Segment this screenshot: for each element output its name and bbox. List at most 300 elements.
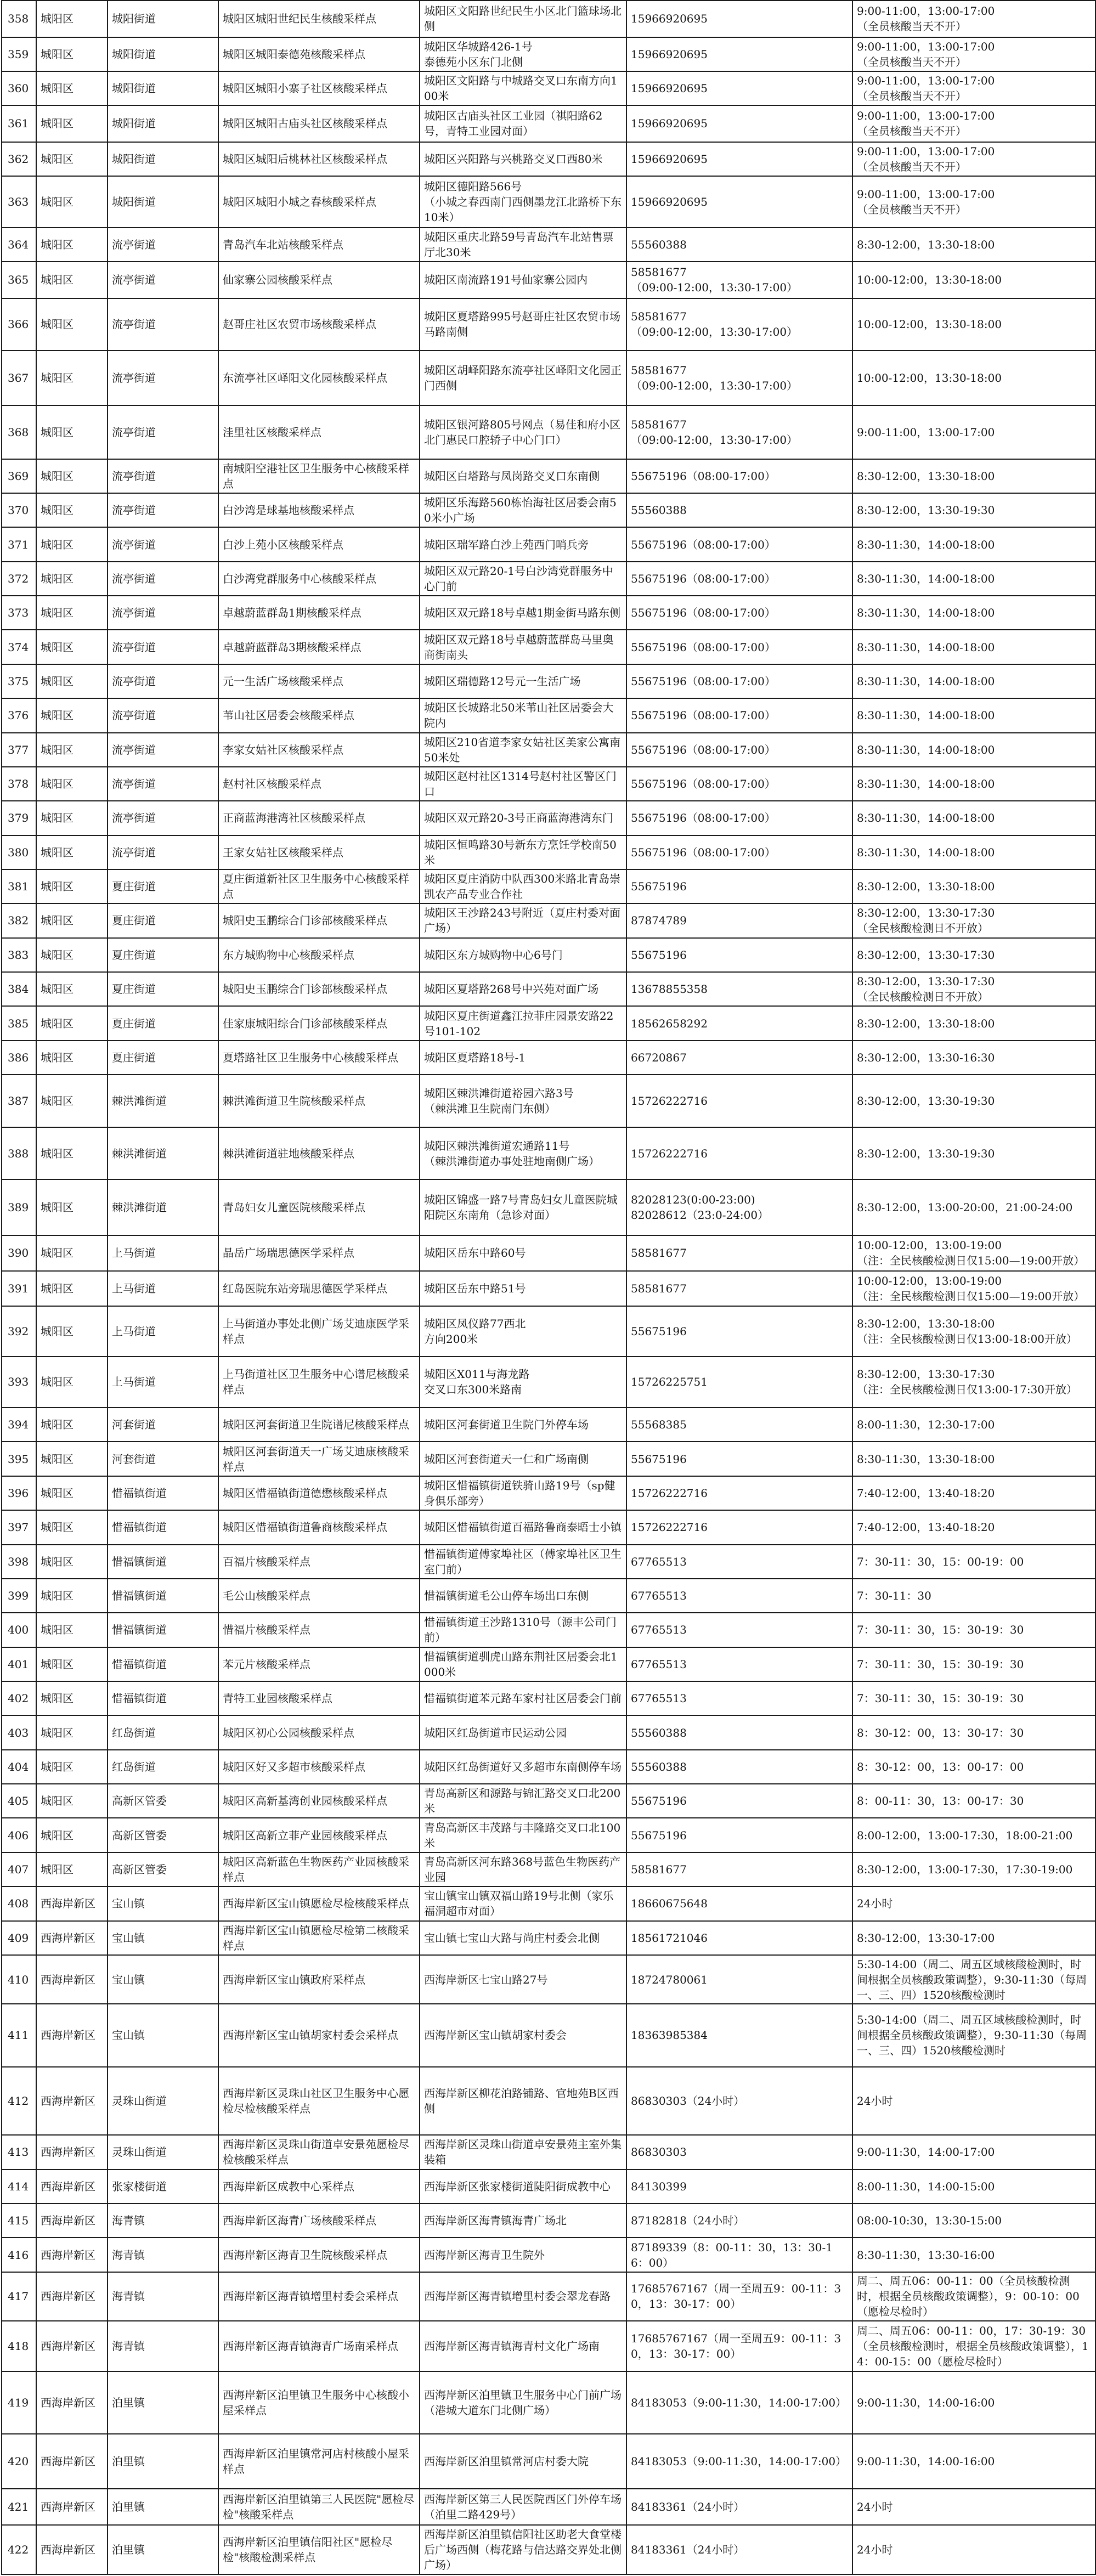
street-cell: 海青镇 [108,2321,218,2371]
district-cell: 城阳区 [36,71,108,105]
site-name-cell: 棘洪滩街道驻地核酸采样点 [218,1127,420,1180]
open-hours-cell: 8:30-11:30，13:30-18:00 [852,1442,1095,1476]
contact-phone-cell: 55675196（08:00-17:00） [626,527,852,561]
open-hours-cell: 24小时 [852,1886,1095,1920]
site-name-cell: 西海岸新区海青广场核酸采样点 [218,2204,420,2238]
site-name-cell: 百福片核酸采样点 [218,1545,420,1579]
table-row [2,527,1095,561]
street-cell: 海青镇 [108,2204,218,2238]
address-cell: 宝山镇七宝山大路与尚庄村委会北侧 [420,1921,626,1955]
contact-phone-cell: 55675196 [626,938,852,972]
district-cell: 西海岸新区 [36,2434,108,2489]
row-number-cell: 409 [2,1921,36,1955]
row-number-cell: 369 [2,459,36,493]
contact-phone-cell: 58581677 [626,1271,852,1306]
table-row [2,801,1095,835]
open-hours-cell: 24小时 [852,2489,1095,2526]
address-cell: 城阳区红岛街道好又多超市东南侧停车场 [420,1750,626,1784]
site-name-cell: 城阳区高新立菲产业园核酸采样点 [218,1818,420,1852]
row-number-cell: 399 [2,1579,36,1613]
site-name-cell: 夏庄街道新社区卫生服务中心核酸采样点 [218,869,420,903]
contact-phone-cell: 84183361（24小时） [626,2489,852,2526]
open-hours-cell: 8:30-12:00，13:30-17:00 [852,1921,1095,1955]
address-cell: 西海岸新区泊里镇常河店村委大院 [420,2434,626,2489]
street-cell: 城阳街道 [108,142,218,176]
contact-phone-cell: 84183053（9:00-11:30，14:00-17:00） [626,2371,852,2434]
contact-phone-cell: 18561721046 [626,1921,852,1955]
district-cell: 城阳区 [36,596,108,630]
street-cell: 棘洪滩街道 [108,1127,218,1180]
row-number-cell: 414 [2,2170,36,2204]
address-cell: 城阳区兴阳路与兴桃路交叉口西80米 [420,142,626,176]
contact-phone-cell: 55675196（08:00-17:00） [626,664,852,698]
row-number-cell: 395 [2,1442,36,1476]
address-cell: 西海岸新区海青镇增里村委会翠龙春路 [420,2272,626,2321]
table-row [2,2489,1095,2526]
table-row [2,1681,1095,1715]
site-name-cell: 城阳区城阳世纪民生核酸采样点 [218,1,420,37]
open-hours-cell: 5:30-14:00（周二、周五区域核酸检测时，时间根据全员核酸政策调整），9:30-11:30（每周一、三、四）1520核酸检测时 [852,2004,1095,2066]
address-cell: 城阳区夏塔路18号-1 [420,1041,626,1075]
street-cell: 流亭街道 [108,262,218,298]
row-number-cell: 389 [2,1179,36,1235]
site-name-cell: 卓越蔚蓝群岛3期核酸采样点 [218,630,420,664]
site-name-cell: 上马街道社区卫生服务中心谱尼核酸采样点 [218,1357,420,1408]
district-cell: 西海岸新区 [36,1886,108,1920]
site-name-cell: 毛公山核酸采样点 [218,1579,420,1613]
row-number-cell: 396 [2,1476,36,1510]
row-number-cell: 385 [2,1006,36,1040]
site-name-cell: 城阳区城阳小寨子社区核酸采样点 [218,71,420,105]
address-cell: 城阳区白塔路与凤岗路交叉口东南侧 [420,459,626,493]
address-cell: 惜福镇街道王沙路1310号（源丰公司门前） [420,1613,626,1647]
table-row [2,142,1095,176]
open-hours-cell: 8:30-11:30，14:00-18:00 [852,562,1095,596]
contact-phone-cell: 67765513 [626,1647,852,1681]
table-row [2,1852,1095,1886]
row-number-cell: 417 [2,2272,36,2321]
street-cell: 流亭街道 [108,562,218,596]
street-cell: 河套街道 [108,1408,218,1442]
open-hours-cell: 7：30-11：30，15：00-19：00 [852,1545,1095,1579]
contact-phone-cell: 67765513 [626,1579,852,1613]
row-number-cell: 374 [2,630,36,664]
open-hours-cell: 8:30-11:30，14:00-18:00 [852,630,1095,664]
open-hours-cell: 8:30-12:00，13:30-19:30 [852,1075,1095,1127]
street-cell: 流亭街道 [108,527,218,561]
table-row [2,1006,1095,1040]
table-row [2,869,1095,903]
street-cell: 流亭街道 [108,298,218,351]
address-cell: 城阳区210省道李家女姑社区美家公寓南50米处 [420,733,626,767]
table-body [2,1,1095,2574]
address-cell: 城阳区夏塔路268号中兴苑对面广场 [420,972,626,1006]
table-row [2,733,1095,767]
contact-phone-cell: 17685767167（周一至周五9：00-11：30，13：30-17：00） [626,2321,852,2371]
address-cell: 城阳区乐海路560栋怡海社区居委会南50米小广场 [420,493,626,527]
district-cell: 城阳区 [36,664,108,698]
address-cell: 城阳区惜福镇街道铁骑山路19号（sp健身俱乐部旁） [420,1476,626,1510]
site-name-cell: 西海岸新区灵珠山街道卓安景苑愿检尽检核酸采样点 [218,2135,420,2169]
address-cell: 城阳区赵村社区1314号赵村社区警区门口 [420,767,626,801]
street-cell: 城阳街道 [108,71,218,105]
contact-phone-cell: 15966920695 [626,37,852,71]
address-cell: 城阳区X011与海龙路 交叉口东300米路南 [420,1357,626,1408]
street-cell: 流亭街道 [108,698,218,732]
table-row [2,1715,1095,1749]
contact-phone-cell: 15726225751 [626,1357,852,1408]
district-cell: 城阳区 [36,298,108,351]
open-hours-cell: 8：00-11：30，13：00-17：30 [852,1784,1095,1818]
street-cell: 上马街道 [108,1271,218,1306]
contact-phone-cell: 55675196（08:00-17:00） [626,698,852,732]
site-name-cell: 西海岸新区泊里镇信阳社区"愿检尽检"核酸检测采样点 [218,2525,420,2574]
table-row [2,938,1095,972]
table-row [2,105,1095,142]
table-row [2,2525,1095,2574]
street-cell: 河套街道 [108,1442,218,1476]
street-cell: 流亭街道 [108,630,218,664]
district-cell: 城阳区 [36,176,108,228]
address-cell: 城阳区河套街道天一仁和广场南侧 [420,1442,626,1476]
street-cell: 上马街道 [108,1306,218,1356]
district-cell: 城阳区 [36,1579,108,1613]
contact-phone-cell: 87189339（8：00-11：30，13：30-16：00） [626,2238,852,2272]
street-cell: 张家楼街道 [108,2170,218,2204]
street-cell: 夏庄街道 [108,869,218,903]
open-hours-cell: 10:00-12:00，13:30-18:00 [852,298,1095,351]
contact-phone-cell: 87182818（24小时） [626,2204,852,2238]
row-number-cell: 422 [2,2525,36,2574]
address-cell: 城阳区文阳路世纪民生小区北门篮球场北侧 [420,1,626,37]
row-number-cell: 400 [2,1613,36,1647]
district-cell: 城阳区 [36,1784,108,1818]
district-cell: 城阳区 [36,801,108,835]
contact-phone-cell: 55560388 [626,1750,852,1784]
open-hours-cell: 24小时 [852,2067,1095,2136]
testing-sites-table [1,0,1096,2575]
district-cell: 城阳区 [36,1235,108,1270]
street-cell: 流亭街道 [108,767,218,801]
contact-phone-cell: 55560388 [626,228,852,262]
street-cell: 泊里镇 [108,2434,218,2489]
address-cell: 城阳区古庙头社区工业园（祺阳路62号，青特工业园对面） [420,105,626,142]
table-row [2,1476,1095,1510]
open-hours-cell: 8:30-12:00，13:30-17:30 （全民核酸检测日不开放） [852,972,1095,1006]
district-cell: 城阳区 [36,1075,108,1127]
district-cell: 西海岸新区 [36,2067,108,2136]
row-number-cell: 359 [2,37,36,71]
table-row [2,71,1095,105]
table-row [2,1357,1095,1408]
address-cell: 城阳区夏塔路995号赵哥庄社区农贸市场马路南侧 [420,298,626,351]
site-name-cell: 棘洪滩街道卫生院核酸采样点 [218,1075,420,1127]
site-name-cell: 赵哥庄社区农贸市场核酸采样点 [218,298,420,351]
row-number-cell: 371 [2,527,36,561]
district-cell: 城阳区 [36,1510,108,1544]
open-hours-cell: 8:30-12:00，13:30-16:30 [852,1041,1095,1075]
street-cell: 城阳街道 [108,37,218,71]
contact-phone-cell: 67765513 [626,1545,852,1579]
table-row [2,698,1095,732]
address-cell: 城阳区双元路18号卓越蔚蓝群岛马里奥商街南头 [420,630,626,664]
table-row [2,1041,1095,1075]
site-name-cell: 城阳区高新基湾创业园核酸采样点 [218,1784,420,1818]
contact-phone-cell: 58581677 （09:00-12:00，13:30-17:00） [626,298,852,351]
row-number-cell: 358 [2,1,36,37]
street-cell: 流亭街道 [108,493,218,527]
address-cell: 城阳区棘洪滩街道裕园六路3号 （棘洪滩卫生院南门东侧） [420,1075,626,1127]
street-cell: 泊里镇 [108,2525,218,2574]
district-cell: 城阳区 [36,698,108,732]
table-row [2,2067,1095,2136]
address-cell: 西海岸新区灵珠山街道卓安景苑主室外集装箱 [420,2135,626,2169]
row-number-cell: 392 [2,1306,36,1356]
address-cell: 城阳区岳东中路51号 [420,1271,626,1306]
address-cell: 城阳区东方城购物中心6号门 [420,938,626,972]
open-hours-cell: 7：30-11：30，15：30-19：30 [852,1613,1095,1647]
site-name-cell: 苯元片核酸采样点 [218,1647,420,1681]
district-cell: 城阳区 [36,1681,108,1715]
table-row [2,562,1095,596]
contact-phone-cell: 55675196（08:00-17:00） [626,562,852,596]
table-row [2,1075,1095,1127]
street-cell: 流亭街道 [108,801,218,835]
contact-phone-cell: 15966920695 [626,176,852,228]
address-cell: 西海岸新区七宝山路27号 [420,1955,626,2004]
contact-phone-cell: 66720867 [626,1041,852,1075]
table-row [2,2272,1095,2321]
row-number-cell: 410 [2,1955,36,2004]
table-row [2,903,1095,937]
street-cell: 城阳街道 [108,176,218,228]
district-cell: 城阳区 [36,405,108,459]
district-cell: 城阳区 [36,1750,108,1784]
table-row [2,1306,1095,1356]
open-hours-cell: 8:30-11:30，14:00-18:00 [852,664,1095,698]
table-row [2,2004,1095,2066]
address-cell: 城阳区胡峄阳路东流亭社区峄阳文化园正门西侧 [420,351,626,405]
address-cell: 西海岸新区海青镇海青广场北 [420,2204,626,2238]
contact-phone-cell: 55568385 [626,1408,852,1442]
row-number-cell: 419 [2,2371,36,2434]
open-hours-cell: 10:00-12:00，13:00-19:00 （注：全民核酸检测日仅15:00—19:00开放） [852,1271,1095,1306]
table-row [2,37,1095,71]
row-number-cell: 401 [2,1647,36,1681]
open-hours-cell: 5:30-14:00（周二、周五区域核酸检测时，时间根据全员核酸政策调整），9:30-11:30（每周一、三、四）1520核酸检测时 [852,1955,1095,2004]
street-cell: 红岛街道 [108,1750,218,1784]
address-cell: 西海岸新区泊里镇卫生服务中心门前广场（港城大道东门北侧广场） [420,2371,626,2434]
row-number-cell: 370 [2,493,36,527]
site-name-cell: 城阳区河套街道天一广场艾迪康核酸采样点 [218,1442,420,1476]
row-number-cell: 403 [2,1715,36,1749]
contact-phone-cell: 84183053（9:00-11:30，14:00-17:00） [626,2434,852,2489]
address-cell: 西海岸新区宝山镇胡家村委会 [420,2004,626,2066]
site-name-cell: 白沙湾是球基地核酸采样点 [218,493,420,527]
row-number-cell: 387 [2,1075,36,1127]
contact-phone-cell: 55675196 [626,869,852,903]
open-hours-cell: 8:30-12:00，13:30-17:30 （注：全民核酸检测日仅13:00-17:30开放） [852,1357,1095,1408]
table-row [2,1127,1095,1180]
row-number-cell: 386 [2,1041,36,1075]
district-cell: 城阳区 [36,459,108,493]
row-number-cell: 408 [2,1886,36,1920]
table-row [2,2434,1095,2489]
open-hours-cell: 8:30-12:00，13:30-18:00 [852,459,1095,493]
district-cell: 西海岸新区 [36,2004,108,2066]
open-hours-cell: 9:00-11:30，14:00-17:00 [852,2135,1095,2169]
open-hours-cell: 9:00-11:00，13:00-17:00 （全员核酸当天不开） [852,142,1095,176]
contact-phone-cell: 55675196 [626,1784,852,1818]
open-hours-cell: 7：30-11：30，15：30-19：30 [852,1647,1095,1681]
contact-phone-cell: 13678855358 [626,972,852,1006]
row-number-cell: 413 [2,2135,36,2169]
address-cell: 城阳区岳东中路60号 [420,1235,626,1270]
open-hours-cell: 9:00-11:00，13:00-17:00 （全员核酸当天不开） [852,105,1095,142]
contact-phone-cell: 58581677 [626,1852,852,1886]
address-cell: 城阳区瑞军路白沙上苑西门哨兵旁 [420,527,626,561]
site-name-cell: 城阳史玉鹏综合门诊部核酸采样点 [218,972,420,1006]
contact-phone-cell: 58581677 （09:00-12:00，13:30-17:00） [626,262,852,298]
address-cell: 城阳区惜福镇街道百福路鲁商泰晤士小镇 [420,1510,626,1544]
street-cell: 城阳街道 [108,105,218,142]
open-hours-cell: 8:30-12:00，13:30-19:30 [852,493,1095,527]
address-cell: 城阳区夏庄消防中队西300米路北青岛崇凯农产品专业合作社 [420,869,626,903]
district-cell: 城阳区 [36,1442,108,1476]
address-cell: 城阳区河套街道卫生院门外停车场 [420,1408,626,1442]
contact-phone-cell: 15966920695 [626,71,852,105]
contact-phone-cell: 18724780061 [626,1955,852,2004]
street-cell: 宝山镇 [108,2004,218,2066]
district-cell: 西海岸新区 [36,2321,108,2371]
row-number-cell: 415 [2,2204,36,2238]
street-cell: 流亭街道 [108,664,218,698]
street-cell: 夏庄街道 [108,1006,218,1040]
address-cell: 西海岸新区海青镇海青村文化广场南 [420,2321,626,2371]
district-cell: 西海岸新区 [36,2525,108,2574]
street-cell: 灵珠山街道 [108,2067,218,2136]
table-row [2,1179,1095,1235]
contact-phone-cell: 55675196（08:00-17:00） [626,767,852,801]
site-name-cell: 东方城购物中心核酸采样点 [218,938,420,972]
site-name-cell: 西海岸新区宝山镇愿检尽检第二核酸采样点 [218,1921,420,1955]
row-number-cell: 381 [2,869,36,903]
table-row [2,1886,1095,1920]
street-cell: 夏庄街道 [108,903,218,937]
open-hours-cell: 9:00-11:00，13:00-17:00 （全员核酸当天不开） [852,37,1095,71]
address-cell: 西海岸新区泊里镇信阳社区助老大食堂楼后广场西侧（梅花路与信达路交界处北侧广场） [420,2525,626,2574]
address-cell: 城阳区南流路191号仙家寨公园内 [420,262,626,298]
contact-phone-cell: 15966920695 [626,142,852,176]
open-hours-cell: 7:40-12:00，13:40-18:20 [852,1510,1095,1544]
site-name-cell: 正商蓝海港湾社区核酸采样点 [218,801,420,835]
district-cell: 城阳区 [36,1647,108,1681]
site-name-cell: 西海岸新区海青卫生院核酸采样点 [218,2238,420,2272]
open-hours-cell: 9:00-11:00，13:00-17:00 （全员核酸当天不开） [852,176,1095,228]
row-number-cell: 421 [2,2489,36,2526]
row-number-cell: 378 [2,767,36,801]
contact-phone-cell: 58581677 （09:00-12:00，13:30-17:00） [626,351,852,405]
district-cell: 城阳区 [36,562,108,596]
open-hours-cell: 7：30-11：30 [852,1579,1095,1613]
street-cell: 惜福镇街道 [108,1545,218,1579]
table-row [2,972,1095,1006]
contact-phone-cell: 87874789 [626,903,852,937]
table-row [2,2321,1095,2371]
contact-phone-cell: 86830303 [626,2135,852,2169]
street-cell: 上马街道 [108,1235,218,1270]
open-hours-cell: 9:00-11:00，13:00-17:00 （全员核酸当天不开） [852,71,1095,105]
open-hours-cell: 8:30-12:00，13:30-18:00 [852,1006,1095,1040]
site-name-cell: 西海岸新区海青镇海青广场南采样点 [218,2321,420,2371]
address-cell: 宝山镇宝山镇双福山路19号北侧（家乐福洞超市对面） [420,1886,626,1920]
contact-phone-cell: 58581677 [626,1235,852,1270]
district-cell: 城阳区 [36,1476,108,1510]
site-name-cell: 西海岸新区泊里镇常河店村核酸小屋采样点 [218,2434,420,2489]
open-hours-cell: 8:00-12:00，13:00-17:30，18:00-21:00 [852,1818,1095,1852]
street-cell: 泊里镇 [108,2489,218,2526]
table-row [2,1784,1095,1818]
site-name-cell: 红岛医院东站旁瑞思德医学采样点 [218,1271,420,1306]
contact-phone-cell: 15726222716 [626,1075,852,1127]
row-number-cell: 376 [2,698,36,732]
table-row [2,298,1095,351]
district-cell: 城阳区 [36,1408,108,1442]
site-name-cell: 城阳区城阳后桃林社区核酸采样点 [218,142,420,176]
contact-phone-cell: 55560388 [626,493,852,527]
street-cell: 棘洪滩街道 [108,1179,218,1235]
table-row [2,2170,1095,2204]
street-cell: 夏庄街道 [108,938,218,972]
site-name-cell: 城阳区河套街道卫生院谱尼核酸采样点 [218,1408,420,1442]
district-cell: 城阳区 [36,1,108,37]
district-cell: 城阳区 [36,1006,108,1040]
street-cell: 流亭街道 [108,228,218,262]
site-name-cell: 城阳区城阳泰德苑核酸采样点 [218,37,420,71]
address-cell: 城阳区锦盛一路7号青岛妇女儿童医院城阳院区东南角（急诊对面） [420,1179,626,1235]
site-name-cell: 西海岸新区宝山镇政府采样点 [218,1955,420,2004]
street-cell: 城阳街道 [108,1,218,37]
street-cell: 惜福镇街道 [108,1613,218,1647]
street-cell: 惜福镇街道 [108,1579,218,1613]
site-name-cell: 元一生活广场核酸采样点 [218,664,420,698]
district-cell: 西海岸新区 [36,2371,108,2434]
open-hours-cell: 8:30-11:30，13:30-16:00 [852,2238,1095,2272]
address-cell: 西海岸新区张家楼街道陡阳街成教中心 [420,2170,626,2204]
site-name-cell: 城阳区初心公园核酸采样点 [218,1715,420,1749]
table-row [2,1545,1095,1579]
row-number-cell: 372 [2,562,36,596]
district-cell: 城阳区 [36,903,108,937]
site-name-cell: 城阳区高新蓝色生物医药产业园核酸采样点 [218,1852,420,1886]
contact-phone-cell: 17685767167（周一至周五9：00-11：30，13：30-17：00） [626,2272,852,2321]
district-cell: 城阳区 [36,1179,108,1235]
open-hours-cell: 8:30-12:00，13:00-20:00，21:00-24:00 [852,1179,1095,1235]
address-cell: 城阳区红岛街道市民运动公园 [420,1715,626,1749]
table-row [2,2204,1095,2238]
table-row [2,2135,1095,2169]
contact-phone-cell: 55675196 [626,1306,852,1356]
address-cell: 城阳区瑞德路12号元一生活广场 [420,664,626,698]
address-cell: 城阳区长城路北50米苇山社区居委会大院内 [420,698,626,732]
row-number-cell: 375 [2,664,36,698]
row-number-cell: 391 [2,1271,36,1306]
district-cell: 城阳区 [36,1127,108,1180]
contact-phone-cell: 58581677 （09:00-12:00，13:30-17:00） [626,405,852,459]
open-hours-cell: 8:30-12:00，13:30-18:00 [852,869,1095,903]
district-cell: 城阳区 [36,733,108,767]
contact-phone-cell: 84183361（24小时） [626,2525,852,2574]
